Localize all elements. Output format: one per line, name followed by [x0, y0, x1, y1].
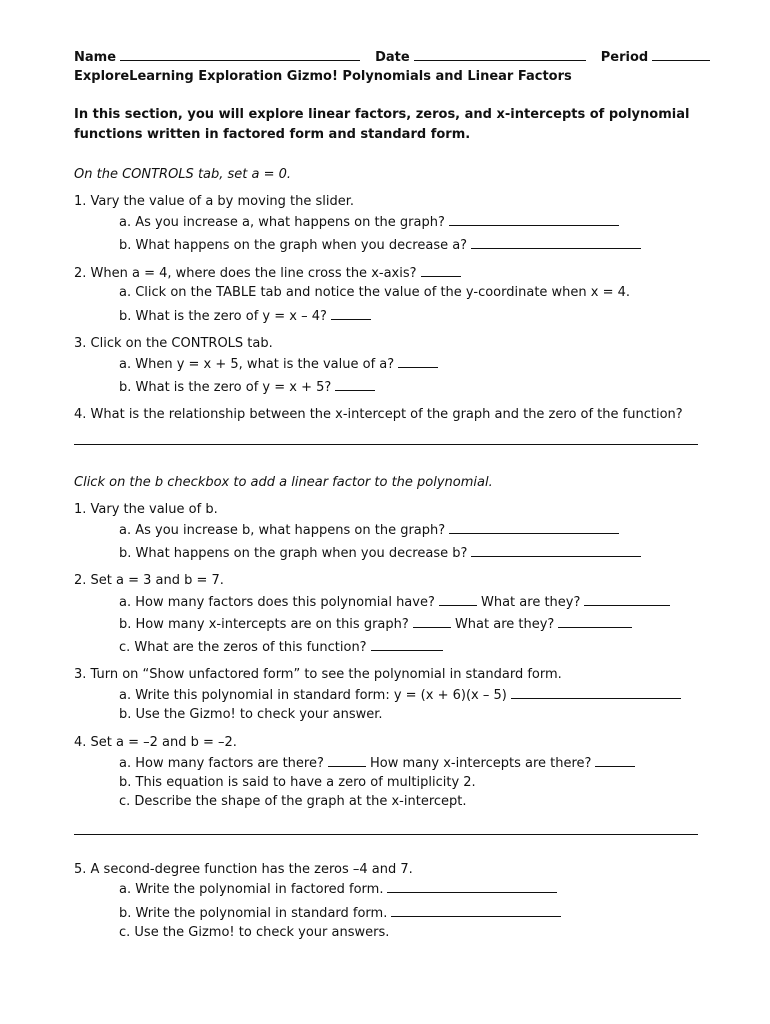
- intro-line-2: functions written in factored form and standard form.: [74, 127, 471, 142]
- answer-blank[interactable]: [449, 213, 619, 226]
- p1-question-2a: a. Click on the TABLE tab and notice the value of the y-coordinate when x = 4.: [119, 285, 631, 300]
- answer-blank[interactable]: [595, 754, 635, 767]
- p2-question-4a: a. How many factors are there? How many x-intercepts are there?: [119, 754, 635, 773]
- answer-rule[interactable]: [74, 444, 698, 445]
- p1-question-3: 3. Click on the CONTROLS tab.: [74, 336, 273, 351]
- answer-blank[interactable]: [558, 615, 632, 628]
- part1-instruction: On the CONTROLS tab, set a = 0.: [74, 167, 292, 182]
- part2-instruction: Click on the b checkbox to add a linear factor to the polynomial.: [74, 475, 493, 490]
- p2-question-5b: b. Write the polynomial in standard form.: [119, 904, 561, 923]
- p2-question-4c: c. Describe the shape of the graph at the x-intercept.: [119, 794, 467, 809]
- answer-blank[interactable]: [421, 264, 461, 277]
- p2-question-4: 4. Set a = –2 and b = –2.: [74, 735, 237, 750]
- p2-question-2b: b. How many x-intercepts are on this graph? What are they?: [119, 615, 632, 634]
- answer-blank[interactable]: [371, 638, 443, 651]
- p1-question-3b: b. What is the zero of y = x + 5?: [119, 378, 375, 397]
- p2-question-1a: a. As you increase b, what happens on the graph?: [119, 521, 619, 540]
- p1-question-1a: a. As you increase a, what happens on the graph?: [119, 213, 619, 232]
- p2-question-5a: a. Write the polynomial in factored form.: [119, 880, 557, 899]
- answer-rule[interactable]: [74, 834, 698, 835]
- p2-question-5: 5. A second-degree function has the zeros –4 and 7.: [74, 862, 413, 877]
- p1-question-2b: b. What is the zero of y = x – 4?: [119, 307, 371, 326]
- p2-question-2a: a. How many factors does this polynomial have? What are they?: [119, 593, 670, 612]
- answer-blank[interactable]: [449, 521, 619, 534]
- p1-question-1b: b. What happens on the graph when you decrease a?: [119, 236, 641, 255]
- intro-line-1: In this section, you will explore linear factors, zeros, and x-intercepts of polynomial: [74, 107, 690, 122]
- answer-blank[interactable]: [471, 544, 641, 557]
- answer-blank[interactable]: [328, 754, 366, 767]
- answer-blank[interactable]: [439, 593, 477, 606]
- p2-question-3a: a. Write this polynomial in standard form: y = (x + 6)(x – 5): [119, 686, 681, 705]
- p2-question-3: 3. Turn on “Show unfactored form” to see the polynomial in standard form.: [74, 667, 562, 682]
- name-line: [74, 48, 710, 67]
- p2-question-2: 2. Set a = 3 and b = 7.: [74, 573, 224, 588]
- period-label: Period: [600, 50, 649, 65]
- answer-blank[interactable]: [391, 904, 561, 917]
- p1-question-4: 4. What is the relationship between the x-intercept of the graph and the zero of the function?: [74, 407, 683, 422]
- p1-question-1: 1. Vary the value of a by moving the slider.: [74, 194, 355, 209]
- p2-question-5c: c. Use the Gizmo! to check your answers.: [119, 925, 390, 940]
- name-blank[interactable]: [120, 48, 360, 61]
- p2-question-2c: c. What are the zeros of this function?: [119, 638, 443, 657]
- period-blank[interactable]: [652, 48, 710, 61]
- answer-blank[interactable]: [387, 880, 557, 893]
- answer-blank[interactable]: [398, 355, 438, 368]
- worksheet-title: ExploreLearning Exploration Gizmo! Polynomials and Linear Factors: [74, 69, 572, 84]
- p2-question-1b: b. What happens on the graph when you decrease b?: [119, 544, 641, 563]
- answer-blank[interactable]: [584, 593, 670, 606]
- date-blank[interactable]: [414, 48, 586, 61]
- p2-question-4b: b. This equation is said to have a zero of multiplicity 2.: [119, 775, 476, 790]
- name-label: Name: [74, 50, 117, 65]
- p2-question-1: 1. Vary the value of b.: [74, 502, 218, 517]
- answer-blank[interactable]: [335, 378, 375, 391]
- answer-blank[interactable]: [471, 236, 641, 249]
- p1-question-3a: a. When y = x + 5, what is the value of a?: [119, 355, 438, 374]
- p1-question-2: 2. When a = 4, where does the line cross the x-axis?: [74, 264, 461, 283]
- p2-question-3b: b. Use the Gizmo! to check your answer.: [119, 707, 383, 722]
- answer-blank[interactable]: [413, 615, 451, 628]
- date-label: Date: [375, 50, 410, 65]
- answer-blank[interactable]: [511, 686, 681, 699]
- answer-blank[interactable]: [331, 307, 371, 320]
